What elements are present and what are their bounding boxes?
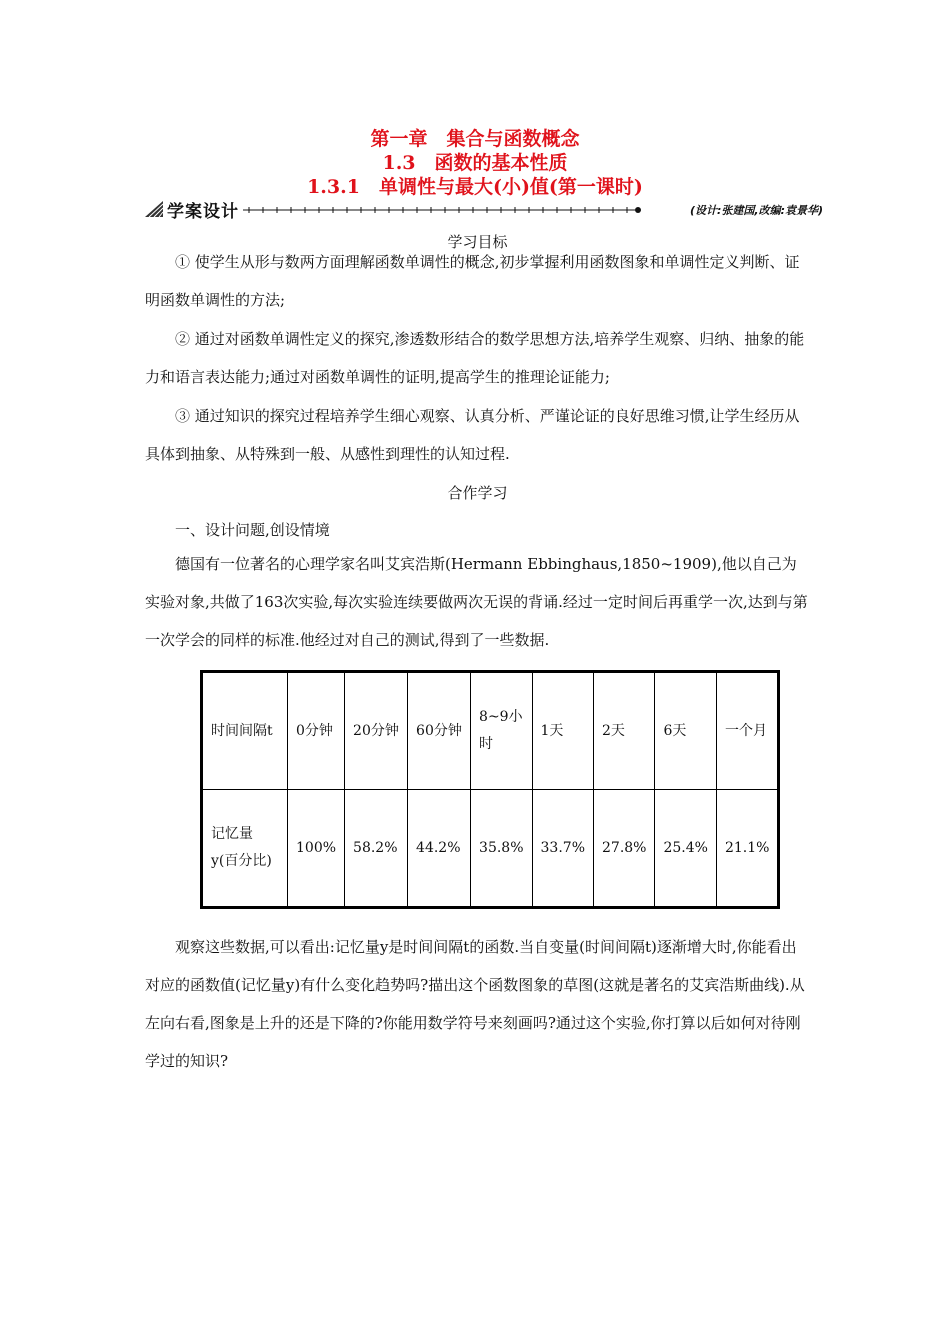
table-cell: 58.2% xyxy=(345,790,408,908)
objectives-heading: 学习目标 xyxy=(447,233,508,251)
table-cell: 0分钟 xyxy=(288,672,345,790)
table-header-cell: 记忆量y(百分比) xyxy=(202,790,288,908)
table-cell: 一个月 xyxy=(716,672,778,790)
objective-item-1: ① 使学生从形与数两方面理解函数单调性的概念,初步掌握利用函数图象和单调性定义判断、证明函数单调性的方法; xyxy=(145,253,800,309)
table-cell: 35.8% xyxy=(471,790,532,908)
banner-label: 学案设计 xyxy=(167,202,239,222)
table-cell: 21.1% xyxy=(716,790,778,908)
table-cell: 25.4% xyxy=(655,790,716,908)
banner-wedge-icon xyxy=(145,200,165,218)
coop-intro: 德国有一位著名的心理学家名叫艾宾浩斯(Hermann Ebbinghaus,1850~1909),他以自己为实验对象,共做了163次实验,每次实验连续要做两次无误的背诵.经过一定时间后再重学一次,达到与第一次学会的同样的标准.他经过对自己的测试,得到了一些数据. xyxy=(145,555,808,649)
memory-table xyxy=(200,670,780,909)
design-banner xyxy=(145,197,825,221)
table-cell: 1天 xyxy=(532,672,593,790)
coop-step-1: 一、设计问题,创设情境 xyxy=(175,521,330,539)
table-cell: 33.7% xyxy=(532,790,593,908)
table-row xyxy=(202,790,779,908)
table-header-cell: 时间间隔t xyxy=(202,672,288,790)
banner-credit: (设计:张建国,改编:袁景华) xyxy=(689,204,823,217)
table-cell: 44.2% xyxy=(408,790,471,908)
coop-heading: 合作学习 xyxy=(447,484,508,502)
coop-question: 观察这些数据,可以看出:记忆量y是时间间隔t的函数.当自变量(时间间隔t)逐渐增大时,你能看出对应的函数值(记忆量y)有什么变化趋势吗?描出这个函数图象的草图(这就是著名的艾宾浩斯曲线).从左向右看,图象是上升的还是下降的?你能用数学符号来刻画吗?通过这个实验,你打算以后如何对待刚学过的知识? xyxy=(145,938,805,1070)
chapter-title: 第一章 集合与函数概念 xyxy=(370,128,580,150)
table-cell: 6天 xyxy=(655,672,716,790)
table-cell: 8~9小时 xyxy=(471,672,532,790)
objective-item-2: ② 通过对函数单调性定义的探究,渗透数形结合的数学思想方法,培养学生观察、归纳、抽象的能力和语言表达能力;通过对函数单调性的证明,提高学生的推理论证能力; xyxy=(145,330,805,386)
table-cell: 60分钟 xyxy=(408,672,471,790)
table-cell: 100% xyxy=(288,790,345,908)
table-cell: 20分钟 xyxy=(345,672,408,790)
subsection-title: 1.3.1 单调性与最大(小)值(第一课时) xyxy=(307,176,643,198)
table-cell: 27.8% xyxy=(594,790,655,908)
table-row xyxy=(202,672,779,790)
objective-item-3: ③ 通过知识的探究过程培养学生细心观察、认真分析、严谨论证的良好思维习惯,让学生经历从具体到抽象、从特殊到一般、从感性到理性的认知过程. xyxy=(145,407,800,463)
section-title: 1.3 函数的基本性质 xyxy=(382,152,568,174)
table-cell: 2天 xyxy=(594,672,655,790)
banner-ruler-line xyxy=(243,203,643,217)
